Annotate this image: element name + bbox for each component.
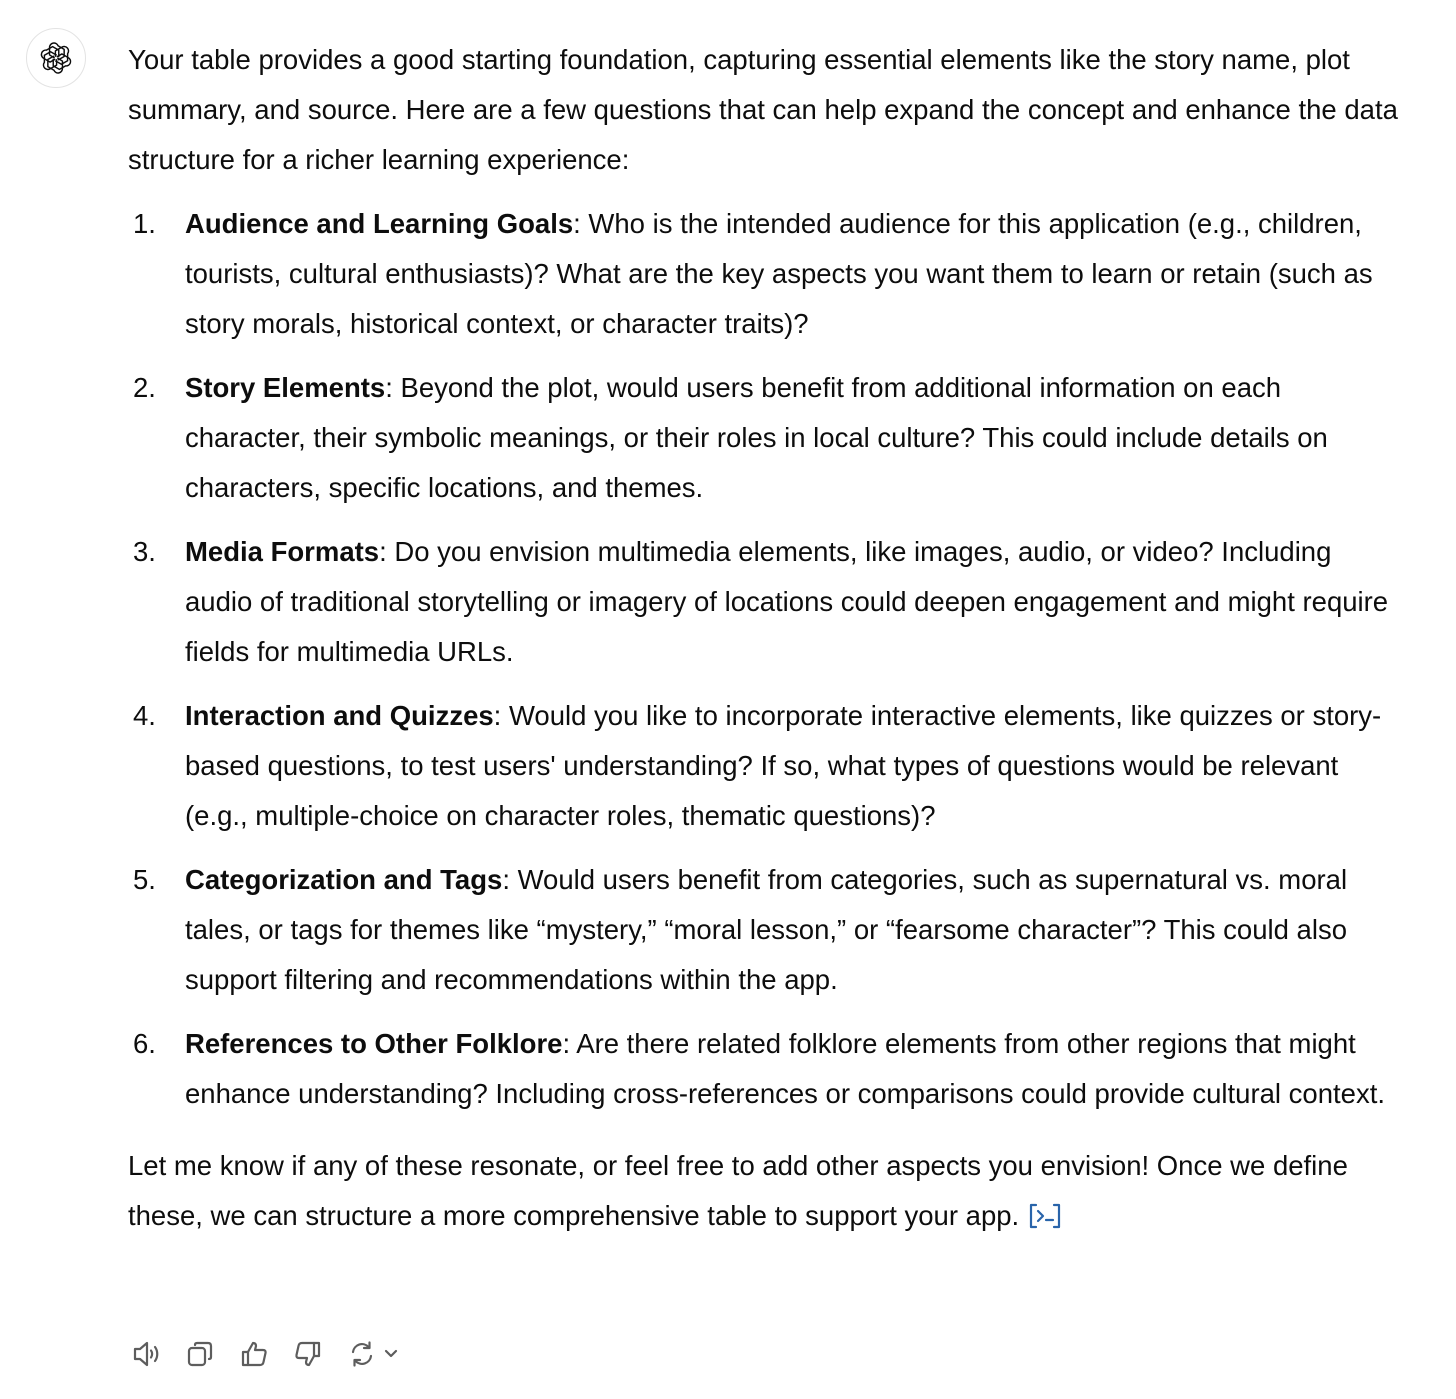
copy-button[interactable] <box>182 1336 218 1372</box>
message-intro: Your table provides a good starting foundation, capturing essential elements like the story name, plot summary, and source. Here are a few questions that can help expand the concept and enhance the data structure for a richer learning experience: <box>128 44 1398 175</box>
copy-icon <box>184 1338 216 1370</box>
list-item <box>128 527 1398 677</box>
list-number: 3. <box>133 536 156 567</box>
list-item-title: Interaction and Quizzes <box>185 700 494 731</box>
list-number: 5. <box>133 864 156 895</box>
list-item-text: : Would users benefit from categories, such as supernatural vs. moral tales, or tags for themes like “mystery,” “moral lesson,” or “fearsome character”? This could also support filtering and recommendations within the app. <box>185 864 1348 995</box>
list-number: 6. <box>133 1028 156 1059</box>
thumbs-up-button[interactable] <box>236 1336 272 1372</box>
list-item-text: : Beyond the plot, would users benefit from additional information on each character, their symbolic meanings, or their roles in local culture? This could include details on characters, specific locations, and themes. <box>185 372 1328 503</box>
list-item-title: Media Formats <box>185 536 380 567</box>
list-number: 1. <box>133 208 156 239</box>
question-list <box>128 199 1398 1119</box>
regenerate-button[interactable] <box>344 1336 404 1372</box>
read-aloud-icon <box>130 1338 162 1370</box>
read-aloud-button[interactable] <box>128 1336 164 1372</box>
list-item-text: : Are there related folklore elements from other regions that might enhance understanding? Including cross-references or comparisons could provide cultural context. <box>185 1028 1385 1109</box>
list-number: 2. <box>133 372 156 403</box>
list-number: 4. <box>133 700 156 731</box>
thumbs-up-icon <box>238 1338 270 1370</box>
list-item <box>128 691 1398 841</box>
list-item-title: Audience and Learning Goals <box>185 208 574 239</box>
assistant-message <box>128 35 1398 1241</box>
list-item <box>128 855 1398 1005</box>
openai-logo-icon <box>39 41 73 75</box>
message-actions-toolbar <box>128 1336 422 1372</box>
list-item-text: : Do you envision multimedia elements, like images, audio, or video? Including audio of traditional storytelling or imagery of locations could deepen engagement and might require fields for multimedia URLs. <box>185 536 1389 667</box>
canvas-link-icon[interactable] <box>1027 1203 1063 1229</box>
message-outro <box>128 1141 1398 1241</box>
list-item-title: References to Other Folklore <box>185 1028 563 1059</box>
assistant-avatar <box>26 28 86 88</box>
list-item-text: : Would you like to incorporate interactive elements, like quizzes or story-based questions, to test users' understanding? If so, what types of questions would be relevant (e.g., multiple-choice on character roles, thematic questions)? <box>185 700 1382 831</box>
list-item <box>128 1019 1398 1119</box>
list-item-title: Story Elements <box>185 372 386 403</box>
thumbs-down-button[interactable] <box>290 1336 326 1372</box>
thumbs-down-icon <box>292 1338 324 1370</box>
list-item-title: Categorization and Tags <box>185 864 503 895</box>
regenerate-icon <box>346 1338 402 1370</box>
list-item <box>128 363 1398 513</box>
list-item-text: : Who is the intended audience for this application (e.g., children, tourists, cultural enthusiasts)? What are the key aspects you want them to learn or retain (such as story morals, historical context, or character traits)? <box>185 208 1373 339</box>
message-outro-text: Let me know if any of these resonate, or feel free to add other aspects you envision! Once we define these, we can structure a more comprehensive table to support your app. <box>128 1150 1348 1231</box>
list-item <box>128 199 1398 349</box>
